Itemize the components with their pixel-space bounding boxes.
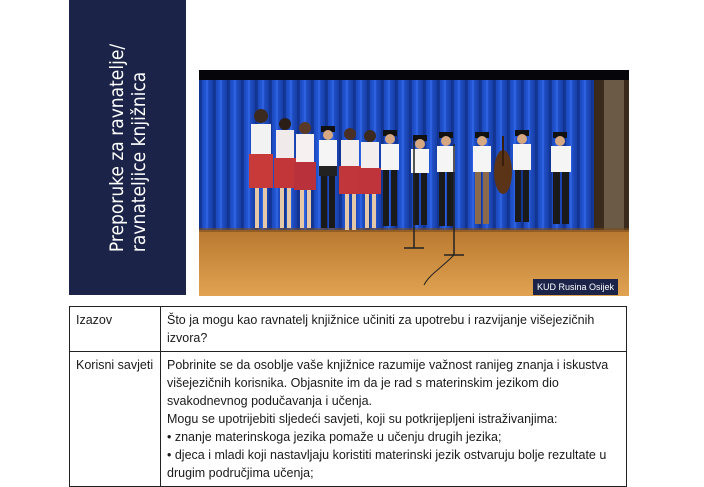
row-label-tips: Korisni savjeti <box>70 352 161 487</box>
performance-photo <box>199 70 629 296</box>
tips-paragraph-2: Mogu se upotrijebiti sljedeći savjeti, koji su potkrijepljeni istraživanjima: <box>167 412 558 426</box>
recommendations-table <box>69 306 627 487</box>
sidebar-title-line2: ravnateljice knjižnica <box>127 71 150 252</box>
performance-photo-image <box>199 70 629 296</box>
list-item: • djeca i mladi koji nastavljaju koristiti materinski jezik ostvaruju bolje rezultate u drugim područjima učenja; <box>167 446 620 482</box>
row-label-challenge: Izazov <box>70 307 161 352</box>
list-item: • znanje materinskoga jezika pomaže u učenju drugih jezika; <box>167 428 620 446</box>
photo-caption: KUD Rusina Osijek <box>533 279 618 295</box>
row-content-challenge: Što ja mogu kao ravnatelj knjižnice učiniti za upotrebu i razvijanje višejezičnih izvora? <box>161 307 627 352</box>
row-content-tips <box>161 352 627 487</box>
sidebar-title-line1: Preporuke za ravnatelje/ <box>105 43 128 252</box>
tips-bullet-list <box>167 428 620 482</box>
tips-paragraph-1: Pobrinite se da osoblje vaše knjižnice razumije važnost ranijeg znanja i iskustva višejezičnih korisnika. Objasnite im da je rad s materinskim jezikom dio svakodnevnog podučavanja i učenja. <box>167 358 609 408</box>
sidebar-title <box>106 43 150 251</box>
sidebar-banner <box>69 0 186 295</box>
table-row <box>70 352 627 487</box>
table-row <box>70 307 627 352</box>
